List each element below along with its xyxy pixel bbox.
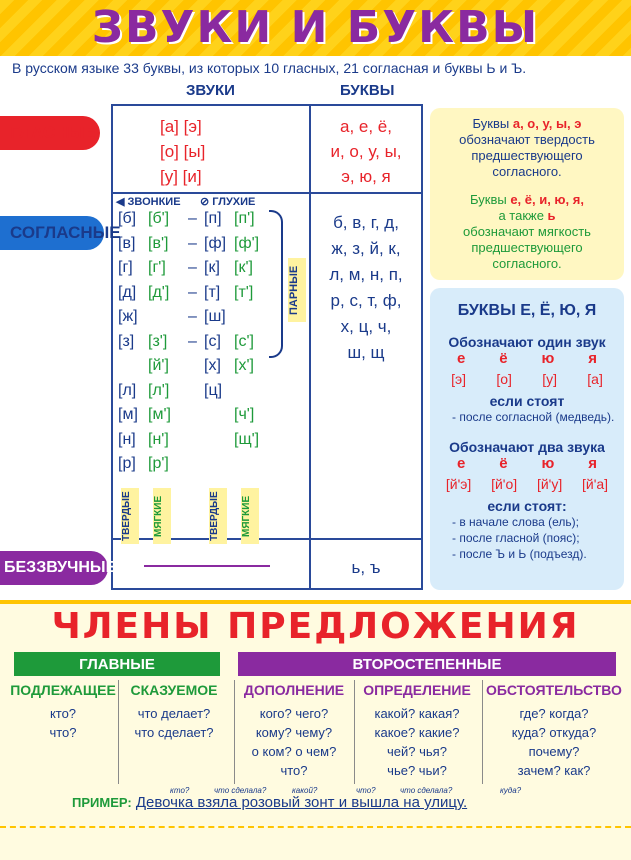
hard-vowels: а, о, у, ы, э xyxy=(512,116,582,131)
iotated-letters: е ё ю я xyxy=(456,350,597,367)
example-question: какой? xyxy=(292,786,318,795)
consonant-sound: [с] xyxy=(204,332,221,350)
consonant-sound: [к'] xyxy=(234,259,253,276)
column-separator xyxy=(482,680,483,784)
column-separator xyxy=(118,680,119,784)
note-text: Буквы xyxy=(472,116,513,131)
hard-label-right: ТВЕРДЫЕ xyxy=(209,488,227,544)
one-sound-values: [э] [о] [у] [а] xyxy=(451,371,603,387)
member-name: СКАЗУЕМОЕ xyxy=(130,682,218,698)
member-name: ОБСТОЯТЕЛЬСТВО xyxy=(486,682,622,698)
soft-label-right: МЯГКИЕ xyxy=(241,488,259,544)
consonant-sound: [р'] xyxy=(148,455,169,472)
consonant-sound: [д] xyxy=(118,283,137,301)
consonant-sound: [г'] xyxy=(148,259,166,276)
one-sound-condition: - после согласной (медведь). xyxy=(452,410,615,424)
member-question: чей? чья? xyxy=(387,744,447,759)
soft-label-left: МЯГКИЕ xyxy=(153,488,171,544)
vowel-sound-row: [у] [и] xyxy=(160,167,202,186)
secondary-members-bar: ВТОРОСТЕПЕННЫЕ xyxy=(238,652,616,676)
note-text: обозначают мягкость xyxy=(463,224,591,239)
member-question: куда? откуда? xyxy=(511,725,597,740)
example-question: что сделала? xyxy=(214,786,267,795)
member-question: какой? какая? xyxy=(374,706,460,721)
consonant-sound: – xyxy=(188,259,197,276)
header-letters: БУКВЫ xyxy=(340,82,395,99)
member-question: что сделает? xyxy=(134,725,214,740)
consonant-letter-row: ж, з, й, к, xyxy=(331,239,401,258)
consonant-letter-row: ш, щ xyxy=(347,343,385,362)
member-name: ДОПОЛНЕНИЕ xyxy=(243,682,345,698)
consonant-sound: [ч'] xyxy=(234,406,255,423)
sentence-members-title: ЧЛЕНЫ ПРЕДЛОЖЕНИЯ xyxy=(51,606,580,647)
example-label: ПРИМЕР: xyxy=(72,795,132,810)
voiced-legend xyxy=(116,195,181,208)
consonant-letter-row: р, с, т, ф, xyxy=(330,291,402,310)
consonant-sound: [ф'] xyxy=(234,234,260,252)
example-question: что сделала? xyxy=(400,786,453,795)
consonant-sound: [ш] xyxy=(204,308,226,325)
note-text: предшествующего xyxy=(471,148,583,163)
consonant-sound: [л] xyxy=(118,381,137,399)
consonant-sound: [щ'] xyxy=(234,430,260,448)
vowel-sound-row: [о] [ы] xyxy=(160,142,206,161)
soft-sign: ь xyxy=(547,208,556,223)
table-divider-vowels xyxy=(113,192,421,194)
consonant-sound: [к] xyxy=(204,259,220,276)
consonant-sound: [в'] xyxy=(148,234,169,252)
consonant-letters xyxy=(310,210,422,366)
vowel-letter-row: а, е, ё, xyxy=(340,117,392,136)
member-question: кого? чего? xyxy=(259,706,329,721)
member-question: о ком? о чем? xyxy=(251,744,337,759)
consonant-sound: [б'] xyxy=(148,210,170,227)
soft-vowels: е, ё, и, ю, я, xyxy=(510,192,584,207)
vowel-letter-row: э, ю, я xyxy=(341,167,391,186)
member-question: какое? какие? xyxy=(374,725,460,740)
member-predicate xyxy=(120,682,228,742)
example-question: что? xyxy=(356,786,376,795)
consonant-sound: [в] xyxy=(118,234,136,252)
if-standing-2: если стоят: xyxy=(487,498,567,514)
two-sounds-title: Обозначают два звука xyxy=(449,439,605,455)
column-separator xyxy=(354,680,355,784)
vowel-sounds xyxy=(160,114,205,189)
voiceless-label: ГЛУХИЕ xyxy=(212,196,256,208)
hard-label-left: ТВЕРДЫЕ xyxy=(121,488,139,544)
consonant-sound: – xyxy=(188,234,197,252)
consonant-sound: [т'] xyxy=(234,283,254,301)
note-title: БУКВЫ Е, Ё, Ю, Я xyxy=(457,302,597,319)
page-title: ЗВУКИ И БУКВЫ xyxy=(91,2,540,53)
intro-text: В русском языке 33 буквы, из которых 10 гласных, 21 согласная и буквы Ь и Ъ. xyxy=(12,60,527,76)
paired-brace xyxy=(269,210,283,358)
note-text: согласного. xyxy=(492,164,562,179)
vowel-sound-row: [а] [э] xyxy=(160,117,202,136)
main-members-bar: ГЛАВНЫЕ xyxy=(14,652,220,676)
two-sound-values: [й'э] [й'о] [й'у] [й'а] xyxy=(445,476,609,492)
member-question: что делает? xyxy=(137,706,211,721)
note-text: а также xyxy=(498,208,548,223)
speaker-icon: ◀ xyxy=(116,196,125,208)
condition: - после гласной (пояс); xyxy=(452,531,580,545)
member-question: кому? чему? xyxy=(255,725,333,740)
consonant-sound: [р] xyxy=(118,455,136,472)
consonant-sound: [т] xyxy=(204,283,221,301)
example-sentence xyxy=(72,794,467,811)
consonant-sound: [л'] xyxy=(148,381,170,399)
vowel-letters xyxy=(310,114,422,189)
consonant-sound: [з'] xyxy=(148,332,168,350)
consonant-sound: [с'] xyxy=(234,332,254,350)
no-sound-line xyxy=(144,565,270,567)
example-question: куда? xyxy=(500,786,522,795)
consonant-sound: [ж] xyxy=(118,308,138,325)
one-sound-title: Обозначают один звук xyxy=(448,334,606,350)
soundless-pill: БЕЗЗВУЧНЫЕ xyxy=(0,551,108,585)
member-question: что? xyxy=(49,725,77,740)
iotated-vowels-note xyxy=(430,288,624,590)
consonant-sound: [п] xyxy=(204,210,222,227)
sign-letters: ь, ъ xyxy=(351,558,381,577)
member-adverbial xyxy=(484,682,624,780)
condition: - в начале слова (ель); xyxy=(452,515,579,529)
member-subject xyxy=(10,682,116,742)
consonant-sound: [ц] xyxy=(204,381,223,399)
iotated-letters-2: е ё ю я xyxy=(456,455,597,472)
bottom-border xyxy=(0,826,631,828)
note-text: Буквы xyxy=(470,192,511,207)
consonant-sound: [д'] xyxy=(148,283,170,301)
voiced-label: ЗВОНКИЕ xyxy=(127,196,181,208)
note-text: согласного. xyxy=(492,256,562,271)
consonant-sound: [б] xyxy=(118,210,137,227)
consonant-sound: [г] xyxy=(118,259,133,276)
if-standing: если стоят xyxy=(489,393,565,409)
consonant-sound: [х] xyxy=(204,357,221,374)
example-question: кто? xyxy=(170,786,190,795)
mute-icon: ⊘ xyxy=(200,196,210,208)
section-divider xyxy=(0,600,631,604)
column-separator xyxy=(234,680,235,784)
note-text: обозначают твердость xyxy=(459,132,595,147)
consonant-sound: – xyxy=(188,210,197,227)
consonant-sound: [н] xyxy=(118,430,136,448)
consonant-sound: [м'] xyxy=(148,406,171,423)
example-text: Девочка взяла розовый зонт и вышла на улицу. xyxy=(135,794,468,811)
consonant-sound: [п'] xyxy=(234,210,255,227)
member-name: ПОДЛЕЖАЩЕЕ xyxy=(10,682,116,698)
consonant-sound: [н'] xyxy=(148,430,169,448)
consonant-letter-row: б, в, г, д, xyxy=(333,213,399,232)
consonant-sound: [м] xyxy=(118,406,138,423)
header-sounds: ЗВУКИ xyxy=(186,82,235,99)
member-question: где? когда? xyxy=(519,706,589,721)
member-question: что? xyxy=(280,763,308,778)
vowels-pill: ГЛАСНЫЕ xyxy=(0,116,100,150)
consonant-sound: – xyxy=(188,283,197,301)
member-question: чье? чьи? xyxy=(387,763,447,778)
member-attribute xyxy=(356,682,478,780)
consonant-letter-row: л, м, н, п, xyxy=(329,265,403,284)
member-question: кто? xyxy=(49,706,77,721)
consonants-pill: СОГЛАСНЫЕ xyxy=(0,216,104,250)
member-question: зачем? как? xyxy=(517,763,591,778)
voiceless-legend xyxy=(200,195,255,208)
vowel-letter-row: и, о, у, ы, xyxy=(330,142,402,161)
member-name: ОПРЕДЕЛЕНИЕ xyxy=(363,682,471,698)
consonant-sound: [й'] xyxy=(148,357,169,374)
member-question: почему? xyxy=(528,744,580,759)
consonant-sound: [з] xyxy=(118,332,135,350)
consonant-sound: [ф] xyxy=(204,234,227,252)
member-object xyxy=(236,682,352,780)
condition: - после Ъ и Ь (подъезд). xyxy=(452,547,587,561)
hardness-softness-note xyxy=(430,108,624,280)
consonant-sound: – xyxy=(188,332,197,350)
paired-label: ПАРНЫЕ xyxy=(288,258,306,322)
consonant-letter-row: х, ц, ч, xyxy=(340,317,392,336)
note-text: предшествующего xyxy=(471,240,583,255)
consonant-sound: [х'] xyxy=(234,357,254,374)
consonant-sound: – xyxy=(188,308,197,325)
